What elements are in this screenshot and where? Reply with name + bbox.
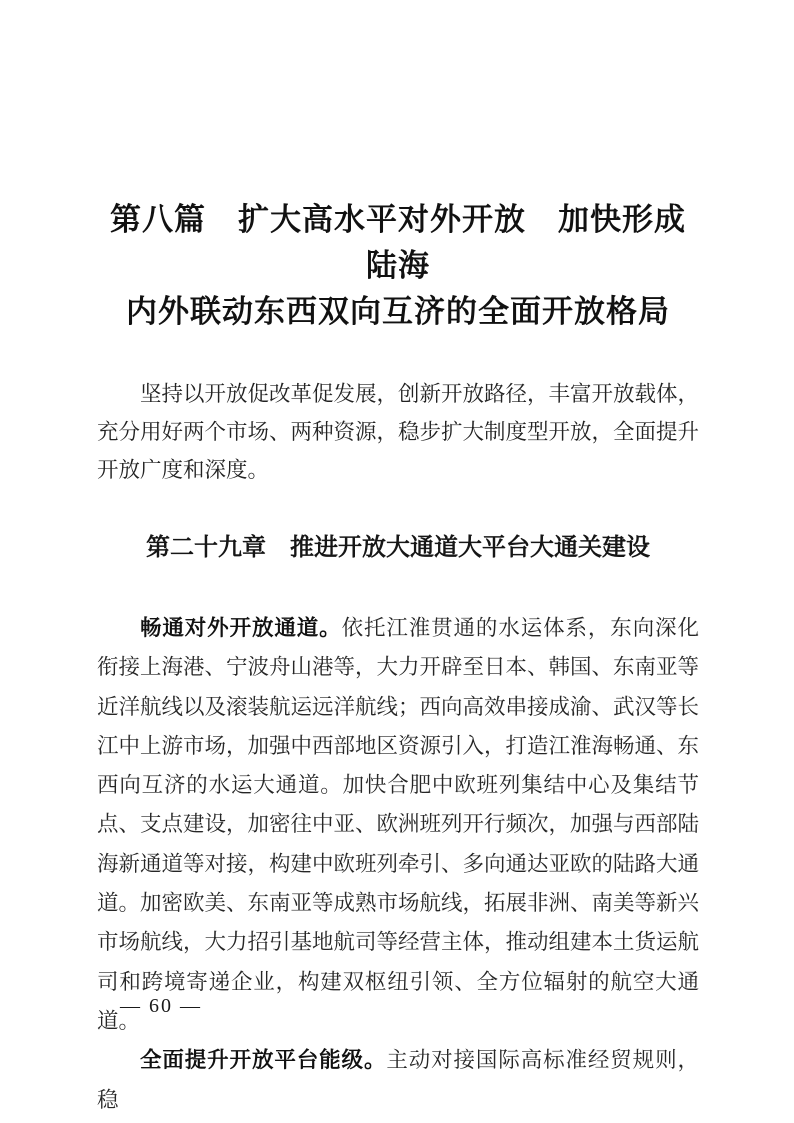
body-paragraph	[97, 609, 699, 1041]
body-paragraph	[97, 1041, 699, 1120]
part-title-line2: 内外联动东西双向互济的全面开放格局	[126, 294, 670, 329]
paragraph-lead: 畅通对外开放通道。	[140, 616, 342, 640]
paragraph-lead: 全面提升开放平台能级。	[140, 1048, 387, 1073]
part-title	[97, 197, 699, 335]
intro-paragraph: 坚持以开放促改革促发展，创新开放路径，丰富开放载体，充分用好两个市场、两种资源，稳步扩大制度型开放，全面提升开放广度和深度。	[97, 382, 700, 482]
paragraph-text: 依托江淮贯通的水运体系，东向深化衔接上海港、宁波舟山港等，大力开辟至日本、韩国、东南亚等近洋航线以及滚装航运远洋航线；西向高效串接成渝、武汉等长江中上游市场，加强中西部地区资源引入，打造江淮海畅通、东西向互济的水运大通道。加快合肥中欧班列集结中心及集结节点、支点建设，加密往中亚、欧洲班列开行频次，加强与西部陆海新通道等对接，构建中欧班列牵引、多向通达亚欧的陆路大通道。加密欧美、东南亚等成熟市场航线，拓展非洲、南美等新兴市场航线，大力招引基地航司等经营主体，推动组建本土货运航司和跨境寄递企业，构建双枢纽引领、全方位辐射的航空大通道。	[97, 616, 700, 1033]
paragraph-text: 主动对接国际高标准经贸规则，稳	[97, 1048, 699, 1112]
part-title-line1: 第八篇 扩大高水平对外开放 加快形成陆海	[110, 202, 686, 283]
body-text	[97, 609, 699, 1120]
page-number: — 60 —	[120, 995, 202, 1017]
chapter-title: 第二十九章 推进开放大通道大平台大通关建设	[146, 534, 650, 561]
